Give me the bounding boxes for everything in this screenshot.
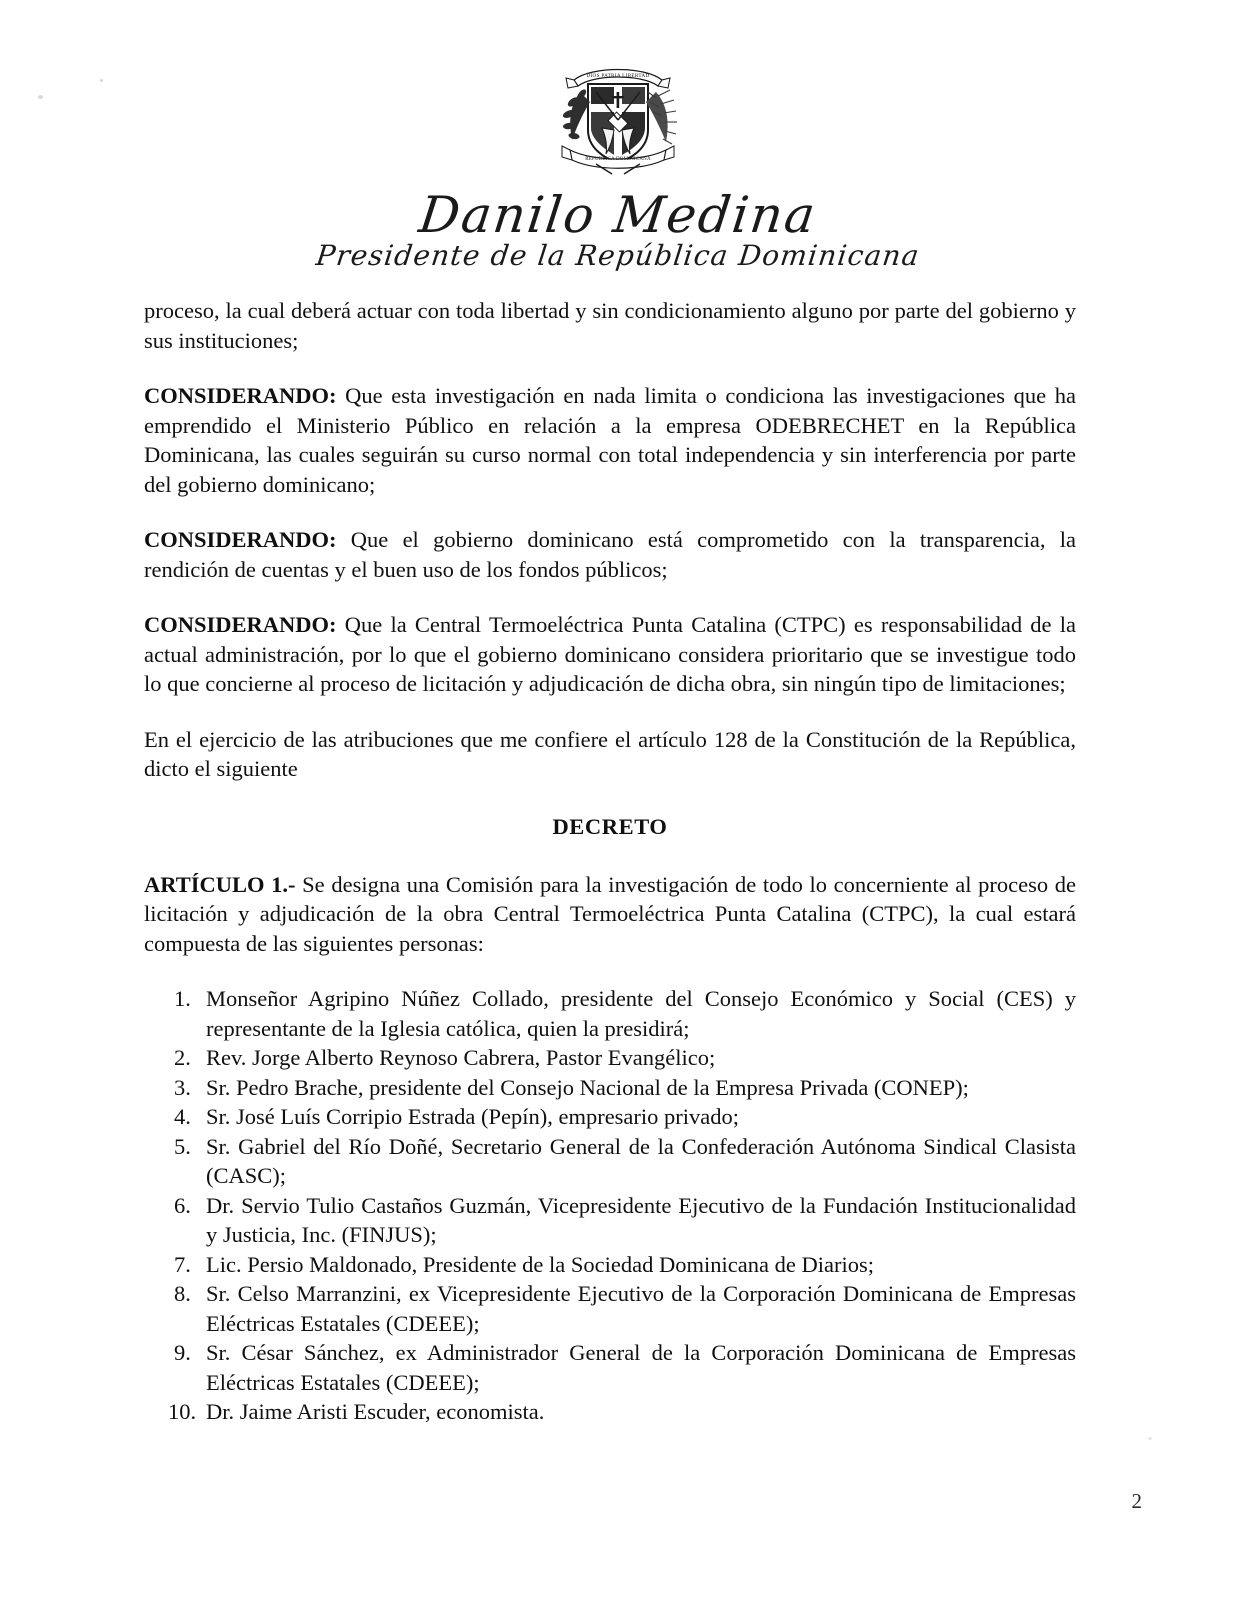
list-item bbox=[144, 984, 1076, 1043]
list-item-number: 5. bbox=[174, 1133, 191, 1159]
list-item bbox=[144, 1043, 1076, 1073]
article-lead: ARTÍCULO 1.- bbox=[144, 871, 296, 897]
list-item-number: 10. bbox=[168, 1399, 197, 1424]
article-1-paragraph bbox=[144, 870, 1076, 959]
considerando-paragraph-2 bbox=[144, 525, 1076, 584]
commission-members-list bbox=[144, 984, 1076, 1427]
list-item bbox=[144, 1132, 1076, 1191]
president-signature-name: Danilo Medina bbox=[416, 186, 821, 244]
list-item bbox=[144, 1073, 1076, 1103]
continued-paragraph: proceso, la cual deberá actuar con toda libertad y sin condicionamiento alguno por parte del gobierno y sus instituciones; bbox=[144, 298, 1076, 353]
list-item-text: Rev. Jorge Alberto Reynoso Cabrera, Pastor Evangélico; bbox=[206, 1045, 716, 1070]
list-item bbox=[144, 1279, 1076, 1338]
scan-speck bbox=[1148, 1437, 1152, 1440]
decree-heading: DECRETO bbox=[552, 813, 668, 839]
considerando-text: Que esta investigación en nada limita o condiciona las investigaciones que ha emprendido el Ministerio Público en relación a la empresa ODEBRECHET en la República Dominicana, las cuales seguirán su curso normal con total independencia y sin interferencia por parte del gobierno dominicano; bbox=[144, 383, 1076, 497]
list-item-text: Sr. José Luís Corripio Estrada (Pepín), empresario privado; bbox=[206, 1104, 740, 1129]
considerando-paragraph-3 bbox=[144, 610, 1076, 699]
coat-of-arms-icon bbox=[536, 58, 700, 182]
list-item-text: Sr. César Sánchez, ex Administrador General de la Corporación Dominicana de Empresas Eléctricas Estatales (CDEEE); bbox=[206, 1340, 1076, 1395]
scan-speck bbox=[100, 79, 103, 82]
list-item-number: 8. bbox=[174, 1281, 191, 1306]
list-item-number: 3. bbox=[174, 1074, 191, 1100]
list-item-number: 2. bbox=[174, 1045, 191, 1070]
list-item-text: Sr. Celso Marranzini, ex Vicepresidente Ejecutivo de la Corporación Dominicana de Empresas Eléctricas Estatales (CDEEE); bbox=[206, 1281, 1076, 1336]
list-item-number: 9. bbox=[174, 1340, 191, 1365]
scan-speck bbox=[38, 95, 43, 99]
article-text: Se designa una Comisión para la investigación de todo lo concerniente al proceso de licitación y adjudicación de la obra Central Termoeléctrica Punta Catalina (CTPC), la cual estará compuesta de las siguientes personas: bbox=[144, 871, 1077, 956]
considerando-lead: CONSIDERANDO: bbox=[144, 527, 337, 552]
list-item bbox=[144, 1191, 1076, 1250]
list-item-text: Dr. Jaime Aristi Escuder, economista. bbox=[206, 1399, 545, 1424]
page-number: 2 bbox=[1131, 1489, 1142, 1513]
considerando-text: Que el gobierno dominicano está comprometido con la transparencia, la rendición de cuentas y el buen uso de los fondos públicos; bbox=[144, 527, 1076, 582]
list-item bbox=[144, 1102, 1076, 1132]
list-item-text: Sr. Gabriel del Río Doñé, Secretario General de la Confederación Autónoma Sindical Clasista (CASC); bbox=[206, 1133, 1076, 1188]
considerando-lead: CONSIDERANDO: bbox=[144, 383, 337, 408]
list-item-number: 4. bbox=[174, 1104, 191, 1129]
list-item-number: 6. bbox=[174, 1192, 191, 1218]
enactment-paragraph: En el ejercicio de las atribuciones que me confiere el artículo 128 de la Constitución de la República, dicto el siguiente bbox=[144, 726, 1076, 781]
president-signature-title: Presidente de la República Dominicana bbox=[314, 239, 922, 272]
list-item-number: 1. bbox=[174, 986, 191, 1011]
list-item-text: Monseñor Agripino Núñez Collado, presidente del Consejo Económico y Social (CES) y representante de la Iglesia católica, quien la presidirá; bbox=[206, 986, 1076, 1041]
list-item-text: Dr. Servio Tulio Castaños Guzmán, Vicepresidente Ejecutivo de la Fundación Institucionalidad y Justicia, Inc. (FINJUS); bbox=[206, 1192, 1076, 1247]
list-item-text: Lic. Persio Maldonado, Presidente de la Sociedad Dominicana de Diarios; bbox=[206, 1251, 874, 1277]
svg-text:REPUBLICA DOMINICANA: REPUBLICA DOMINICANA bbox=[585, 157, 651, 162]
list-item bbox=[144, 1397, 1076, 1427]
document-body bbox=[144, 296, 1076, 1427]
list-item-text: Sr. Pedro Brache, presidente del Consejo Nacional de la Empresa Privada (CONEP); bbox=[206, 1074, 969, 1100]
list-item bbox=[144, 1338, 1076, 1397]
considerando-paragraph-1 bbox=[144, 381, 1076, 499]
svg-text:DIOS PATRIA LIBERTAD: DIOS PATRIA LIBERTAD bbox=[586, 73, 650, 79]
considerando-lead: CONSIDERANDO: bbox=[144, 612, 337, 637]
list-item-number: 7. bbox=[174, 1251, 191, 1277]
document-header bbox=[0, 0, 1236, 272]
considerando-text: Que la Central Termoeléctrica Punta Catalina (CTPC) es responsabilidad de la actual administración, por lo que el gobierno dominicano considera prioritario que se investigue todo lo que concierne al proceso de licitación y adjudicación de dicha obra, sin ningún tipo de limitaciones; bbox=[144, 612, 1076, 696]
list-item bbox=[144, 1250, 1076, 1280]
